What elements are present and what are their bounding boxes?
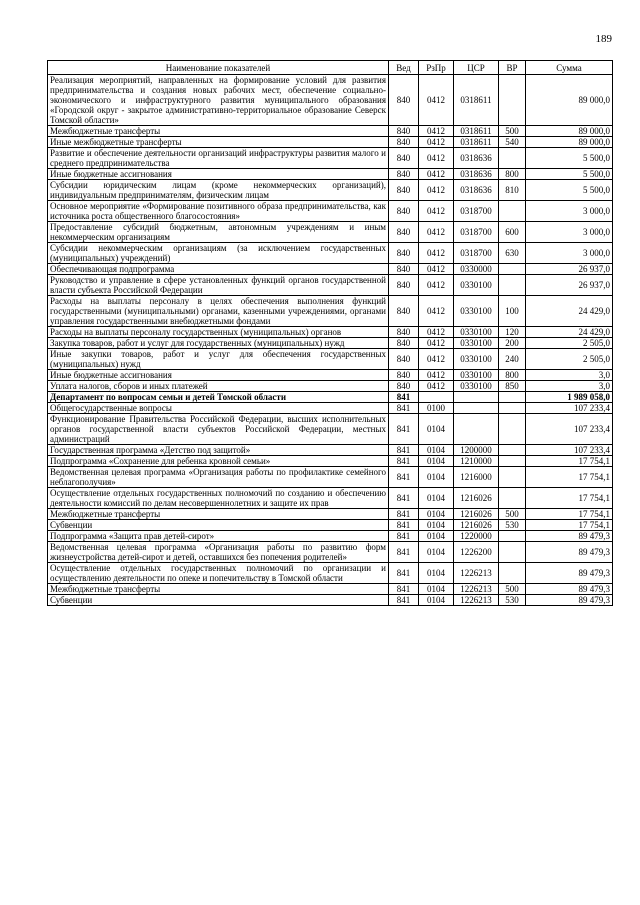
table-row: [48, 338, 613, 349]
row-rzpr-cell: 0104: [419, 584, 454, 595]
row-vr-cell: [499, 467, 526, 488]
row-csr-cell: [454, 392, 499, 403]
page-number: 189: [595, 33, 612, 45]
table-row: [48, 169, 613, 180]
row-ved-cell: 841: [389, 392, 419, 403]
row-csr-cell: 0318611: [454, 137, 499, 148]
row-ved-cell: 841: [389, 531, 419, 542]
row-sum-cell: 107 233,4: [526, 403, 613, 414]
row-vr-cell: 540: [499, 137, 526, 148]
row-name-cell: Межбюджетные трансферты: [48, 126, 389, 137]
row-name-cell: Осуществление отдельных государственных полномочий по организации и осуществлению деятельности по опеке и попечительству в Томской области: [48, 563, 389, 584]
row-sum-cell: 89 479,3: [526, 542, 613, 563]
header-ved: Вед: [389, 61, 419, 75]
row-rzpr-cell: 0412: [419, 180, 454, 201]
row-name-cell: Уплата налогов, сборов и иных платежей: [48, 381, 389, 392]
row-rzpr-cell: 0104: [419, 595, 454, 606]
row-csr-cell: [454, 403, 499, 414]
row-csr-cell: 1210000: [454, 456, 499, 467]
row-ved-cell: 840: [389, 370, 419, 381]
row-vr-cell: 850: [499, 381, 526, 392]
table-row: [48, 445, 613, 456]
row-rzpr-cell: 0412: [419, 201, 454, 222]
row-ved-cell: 840: [389, 264, 419, 275]
row-name-cell: Общегосударственные вопросы: [48, 403, 389, 414]
row-sum-cell: 2 505,0: [526, 349, 613, 370]
row-csr-cell: 1220000: [454, 531, 499, 542]
table-row: [48, 327, 613, 338]
row-csr-cell: 0330100: [454, 381, 499, 392]
row-vr-cell: 530: [499, 595, 526, 606]
row-sum-cell: 3,0: [526, 381, 613, 392]
row-ved-cell: 840: [389, 222, 419, 243]
row-ved-cell: 840: [389, 243, 419, 264]
row-rzpr-cell: 0412: [419, 349, 454, 370]
table-row: [48, 370, 613, 381]
row-csr-cell: 1216026: [454, 520, 499, 531]
row-csr-cell: 0330100: [454, 296, 499, 327]
row-rzpr-cell: 0412: [419, 296, 454, 327]
row-ved-cell: 841: [389, 563, 419, 584]
row-ved-cell: 840: [389, 137, 419, 148]
row-name-cell: Основное мероприятие «Формирование позитивного образа предпринимательства, как источника роста общественного благосостояния»: [48, 201, 389, 222]
row-vr-cell: [499, 456, 526, 467]
row-vr-cell: [499, 75, 526, 126]
row-csr-cell: 0330100: [454, 338, 499, 349]
row-ved-cell: 841: [389, 595, 419, 606]
row-csr-cell: 1216026: [454, 488, 499, 509]
row-sum-cell: 3 000,0: [526, 201, 613, 222]
row-vr-cell: [499, 148, 526, 169]
row-ved-cell: 841: [389, 403, 419, 414]
row-sum-cell: 89 479,3: [526, 531, 613, 542]
row-csr-cell: [454, 414, 499, 445]
row-sum-cell: 17 754,1: [526, 456, 613, 467]
row-sum-cell: 107 233,4: [526, 414, 613, 445]
row-ved-cell: 840: [389, 296, 419, 327]
row-csr-cell: 0318700: [454, 222, 499, 243]
row-vr-cell: 500: [499, 126, 526, 137]
table-row: [48, 75, 613, 126]
row-vr-cell: [499, 563, 526, 584]
row-csr-cell: 0318700: [454, 201, 499, 222]
table-row: [48, 180, 613, 201]
row-vr-cell: [499, 275, 526, 296]
row-sum-cell: 26 937,0: [526, 275, 613, 296]
row-vr-cell: [499, 201, 526, 222]
row-name-cell: Иные закупки товаров, работ и услуг для обеспечения государственных (муниципальных) нужд: [48, 349, 389, 370]
row-rzpr-cell: 0412: [419, 381, 454, 392]
row-ved-cell: 841: [389, 467, 419, 488]
row-name-cell: Субвенции: [48, 595, 389, 606]
row-csr-cell: 1226213: [454, 584, 499, 595]
table-row: [48, 201, 613, 222]
header-csr: ЦСР: [454, 61, 499, 75]
row-sum-cell: 3 000,0: [526, 243, 613, 264]
row-rzpr-cell: 0104: [419, 445, 454, 456]
row-csr-cell: 1226213: [454, 563, 499, 584]
row-vr-cell: [499, 403, 526, 414]
row-sum-cell: 17 754,1: [526, 509, 613, 520]
budget-table: [47, 60, 613, 606]
row-rzpr-cell: 0412: [419, 148, 454, 169]
table-row: [48, 456, 613, 467]
row-sum-cell: 3,0: [526, 370, 613, 381]
table-row: [48, 349, 613, 370]
row-rzpr-cell: 0104: [419, 488, 454, 509]
table-row: [48, 381, 613, 392]
table-row: [48, 414, 613, 445]
row-name-cell: Субсидии некоммерческим организациям (за исключением государственных (муниципальных) учреждений): [48, 243, 389, 264]
row-rzpr-cell: 0412: [419, 327, 454, 338]
row-ved-cell: 840: [389, 275, 419, 296]
row-name-cell: Подпрограмма «Защита прав детей-сирот»: [48, 531, 389, 542]
row-name-cell: Развитие и обеспечение деятельности организаций инфраструктуры развития малого и среднего предпринимательства: [48, 148, 389, 169]
row-rzpr-cell: 0412: [419, 75, 454, 126]
row-vr-cell: 500: [499, 584, 526, 595]
table-row: [48, 222, 613, 243]
row-name-cell: Расходы на выплаты персоналу государственных (муниципальных) органов: [48, 327, 389, 338]
table-row: [48, 520, 613, 531]
row-name-cell: Субсидии юридическим лицам (кроме некоммерческих организаций), индивидуальным предпринимателям, физическим лицам: [48, 180, 389, 201]
row-vr-cell: 500: [499, 509, 526, 520]
row-rzpr-cell: 0100: [419, 403, 454, 414]
row-sum-cell: 89 479,3: [526, 584, 613, 595]
row-csr-cell: 1216026: [454, 509, 499, 520]
row-rzpr-cell: 0104: [419, 531, 454, 542]
row-rzpr-cell: 0104: [419, 563, 454, 584]
row-ved-cell: 840: [389, 180, 419, 201]
row-name-cell: Иные бюджетные ассигнования: [48, 370, 389, 381]
table-row: [48, 264, 613, 275]
row-vr-cell: [499, 531, 526, 542]
row-vr-cell: 100: [499, 296, 526, 327]
row-name-cell: Реализация мероприятий, направленных на формирование условий для развития предпринимательства и создания новых рабочих мест, обеспечение социально-экономического и инфраструктурного развития муниципального образования «Городской округ - закрытое административно-территориальное образование Северск Томской области»: [48, 75, 389, 126]
row-sum-cell: 17 754,1: [526, 488, 613, 509]
row-csr-cell: 1216000: [454, 467, 499, 488]
header-name: Наименование показателей: [48, 61, 389, 75]
header-sum: Сумма: [526, 61, 613, 75]
row-ved-cell: 840: [389, 327, 419, 338]
row-vr-cell: [499, 264, 526, 275]
row-name-cell: Закупка товаров, работ и услуг для государственных (муниципальных) нужд: [48, 338, 389, 349]
table-row: [48, 595, 613, 606]
row-rzpr-cell: 0412: [419, 264, 454, 275]
row-vr-cell: 800: [499, 169, 526, 180]
row-csr-cell: 0318636: [454, 148, 499, 169]
row-ved-cell: 840: [389, 349, 419, 370]
row-rzpr-cell: 0104: [419, 414, 454, 445]
row-rzpr-cell: 0104: [419, 542, 454, 563]
row-csr-cell: 1200000: [454, 445, 499, 456]
row-csr-cell: 0318636: [454, 169, 499, 180]
row-sum-cell: 24 429,0: [526, 296, 613, 327]
row-vr-cell: [499, 542, 526, 563]
table-row: [48, 296, 613, 327]
row-rzpr-cell: 0104: [419, 509, 454, 520]
row-ved-cell: 841: [389, 584, 419, 595]
row-sum-cell: 89 000,0: [526, 137, 613, 148]
table-header: [48, 61, 613, 75]
row-ved-cell: 840: [389, 126, 419, 137]
row-rzpr-cell: 0412: [419, 169, 454, 180]
row-rzpr-cell: 0104: [419, 467, 454, 488]
row-rzpr-cell: 0104: [419, 520, 454, 531]
table-row: [48, 275, 613, 296]
row-ved-cell: 840: [389, 381, 419, 392]
row-rzpr-cell: 0412: [419, 338, 454, 349]
row-vr-cell: 530: [499, 520, 526, 531]
row-vr-cell: [499, 392, 526, 403]
row-csr-cell: 0318611: [454, 126, 499, 137]
row-csr-cell: 0318636: [454, 180, 499, 201]
row-sum-cell: 1 989 058,0: [526, 392, 613, 403]
header-vr: ВР: [499, 61, 526, 75]
table-row: [48, 542, 613, 563]
row-vr-cell: 600: [499, 222, 526, 243]
row-rzpr-cell: [419, 392, 454, 403]
row-sum-cell: 2 505,0: [526, 338, 613, 349]
row-csr-cell: 0330000: [454, 264, 499, 275]
table-row: [48, 148, 613, 169]
row-name-cell: Департамент по вопросам семьи и детей Томской области: [48, 392, 389, 403]
row-name-cell: Субвенции: [48, 520, 389, 531]
row-ved-cell: 840: [389, 148, 419, 169]
row-name-cell: Предоставление субсидий бюджетным, автономным учреждениям и иным некоммерческим организациям: [48, 222, 389, 243]
table-row: [48, 403, 613, 414]
row-rzpr-cell: 0412: [419, 126, 454, 137]
table-row: [48, 243, 613, 264]
row-sum-cell: 89 479,3: [526, 595, 613, 606]
table-row: [48, 584, 613, 595]
row-csr-cell: 1226200: [454, 542, 499, 563]
row-name-cell: Осуществление отдельных государственных полномочий по созданию и обеспечению деятельности комиссий по делам несовершеннолетних и защите их прав: [48, 488, 389, 509]
table-row: [48, 467, 613, 488]
row-vr-cell: 120: [499, 327, 526, 338]
row-name-cell: Иные бюджетные ассигнования: [48, 169, 389, 180]
row-csr-cell: 0330100: [454, 327, 499, 338]
row-vr-cell: 800: [499, 370, 526, 381]
row-csr-cell: 0318611: [454, 75, 499, 126]
row-rzpr-cell: 0412: [419, 222, 454, 243]
row-rzpr-cell: 0412: [419, 137, 454, 148]
row-ved-cell: 840: [389, 75, 419, 126]
row-sum-cell: 3 000,0: [526, 222, 613, 243]
row-name-cell: Расходы на выплаты персоналу в целях обеспечения выполнения функций государственными (муниципальными) органами, казенными учреждениями, органами управления государственными внебюджетными фондами: [48, 296, 389, 327]
row-name-cell: Обеспечивающая подпрограмма: [48, 264, 389, 275]
row-name-cell: Ведомственная целевая программа «Организация работы по профилактике семейного неблагополучия»: [48, 467, 389, 488]
row-csr-cell: 0318700: [454, 243, 499, 264]
header-rzpr: РзПр: [419, 61, 454, 75]
row-sum-cell: 17 754,1: [526, 520, 613, 531]
table-row: [48, 392, 613, 403]
row-sum-cell: 5 500,0: [526, 180, 613, 201]
row-rzpr-cell: 0104: [419, 456, 454, 467]
row-sum-cell: 89 000,0: [526, 75, 613, 126]
row-name-cell: Функционирование Правительства Российской Федерации, высших исполнительных органов государственной власти субъектов Российской Федерации, местных администраций: [48, 414, 389, 445]
row-ved-cell: 841: [389, 414, 419, 445]
table-row: [48, 137, 613, 148]
row-rzpr-cell: 0412: [419, 370, 454, 381]
row-sum-cell: 5 500,0: [526, 169, 613, 180]
row-vr-cell: 810: [499, 180, 526, 201]
row-ved-cell: 841: [389, 542, 419, 563]
row-name-cell: Межбюджетные трансферты: [48, 509, 389, 520]
table-row: [48, 563, 613, 584]
row-name-cell: Руководство и управление в сфере установленных функций органов государственной власти субъекта Российской Федерации: [48, 275, 389, 296]
table-body: [48, 75, 613, 606]
row-ved-cell: 841: [389, 520, 419, 531]
row-vr-cell: 630: [499, 243, 526, 264]
row-sum-cell: 26 937,0: [526, 264, 613, 275]
row-name-cell: Межбюджетные трансферты: [48, 584, 389, 595]
row-ved-cell: 841: [389, 456, 419, 467]
row-name-cell: Иные межбюджетные трансферты: [48, 137, 389, 148]
row-rzpr-cell: 0412: [419, 243, 454, 264]
row-ved-cell: 841: [389, 445, 419, 456]
row-sum-cell: 89 000,0: [526, 126, 613, 137]
row-sum-cell: 89 479,3: [526, 563, 613, 584]
row-vr-cell: [499, 445, 526, 456]
row-csr-cell: 1226213: [454, 595, 499, 606]
row-name-cell: Государственная программа «Детство под защитой»: [48, 445, 389, 456]
row-vr-cell: 240: [499, 349, 526, 370]
row-ved-cell: 840: [389, 169, 419, 180]
row-sum-cell: 107 233,4: [526, 445, 613, 456]
row-sum-cell: 17 754,1: [526, 467, 613, 488]
row-ved-cell: 841: [389, 509, 419, 520]
row-vr-cell: [499, 414, 526, 445]
row-ved-cell: 840: [389, 201, 419, 222]
row-csr-cell: 0330100: [454, 370, 499, 381]
row-csr-cell: 0330100: [454, 349, 499, 370]
row-ved-cell: 840: [389, 338, 419, 349]
row-name-cell: Подпрограмма «Сохранение для ребенка кровной семьи»: [48, 456, 389, 467]
row-name-cell: Ведомственная целевая программа «Организация работы по развитию форм жизнеустройства детей-сирот и детей, оставшихся без попечения родителей»: [48, 542, 389, 563]
row-csr-cell: 0330100: [454, 275, 499, 296]
table-row: [48, 488, 613, 509]
table-row: [48, 531, 613, 542]
table-row: [48, 509, 613, 520]
row-vr-cell: 200: [499, 338, 526, 349]
row-ved-cell: 841: [389, 488, 419, 509]
row-sum-cell: 24 429,0: [526, 327, 613, 338]
row-rzpr-cell: 0412: [419, 275, 454, 296]
row-sum-cell: 5 500,0: [526, 148, 613, 169]
table-row: [48, 126, 613, 137]
row-vr-cell: [499, 488, 526, 509]
